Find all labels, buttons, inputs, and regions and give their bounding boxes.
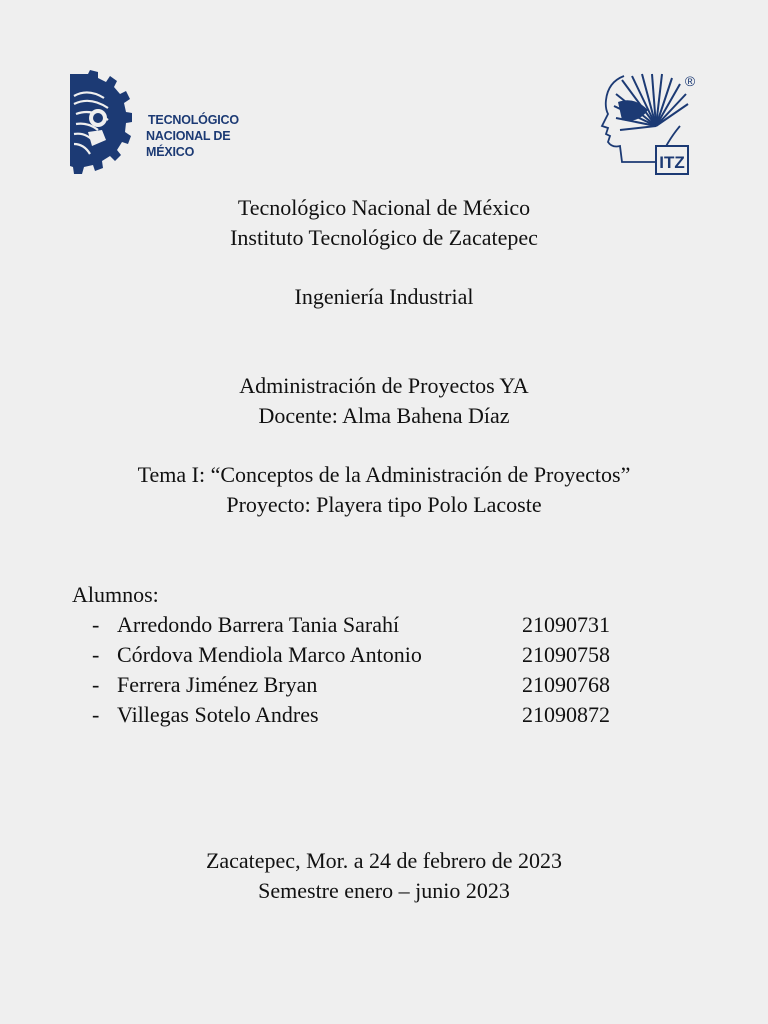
- student-id: 21090872: [522, 702, 610, 727]
- itz-logo-letters: ITZ: [659, 153, 685, 172]
- student-name: Córdova Mendiola Marco Antonio: [117, 642, 422, 667]
- itz-head-icon: [598, 70, 700, 180]
- tecnm-logo-line1: TECNOLÓGICO: [148, 113, 239, 127]
- list-bullet: -: [92, 642, 100, 667]
- list-bullet: -: [92, 612, 100, 637]
- student-name: Arredondo Barrera Tania Sarahí: [117, 612, 400, 637]
- student-id: 21090731: [522, 612, 610, 637]
- tecnm-logo-line2: NACIONAL DE MÉXICO: [146, 129, 231, 159]
- students-section: [72, 580, 610, 730]
- registered-mark: ®: [684, 73, 696, 89]
- semester: Semestre enero – junio 2023: [258, 878, 510, 903]
- list-bullet: -: [92, 672, 100, 697]
- place-date: Zacatepec, Mor. a 24 de febrero de 2023: [205, 848, 563, 873]
- itz-logo: [598, 70, 700, 180]
- student-row: [72, 640, 610, 670]
- student-id: 21090768: [522, 672, 610, 697]
- career-name: Ingeniería Industrial: [294, 284, 474, 309]
- student-row: [72, 610, 610, 640]
- student-name: Ferrera Jiménez Bryan: [117, 672, 318, 697]
- institution-name: Tecnológico Nacional de México: [237, 195, 531, 220]
- footer-block: [0, 846, 768, 906]
- tecnm-gear-eagle-icon: [68, 70, 132, 182]
- course-block: [0, 371, 768, 431]
- student-row: [72, 670, 610, 700]
- topic-theme: Tema I: “Conceptos de la Administración de Proyectos”: [137, 462, 631, 487]
- campus-name: Instituto Tecnológico de Zacatepec: [230, 225, 538, 250]
- student-id: 21090758: [522, 642, 610, 667]
- list-bullet: -: [92, 702, 100, 727]
- subject-name: Administración de Proyectos YA: [239, 373, 529, 398]
- tecnm-logo-text: [148, 112, 258, 160]
- header-block: [0, 193, 768, 253]
- student-row: [72, 700, 610, 730]
- student-name: Villegas Sotelo Andres: [117, 702, 319, 727]
- project-name: Proyecto: Playera tipo Polo Lacoste: [226, 492, 542, 517]
- career-block: [0, 282, 768, 312]
- tecnm-logo: [68, 70, 258, 182]
- students-heading: Alumnos:: [72, 582, 159, 607]
- teacher-name: Docente: Alma Bahena Díaz: [258, 403, 510, 428]
- topic-block: [0, 460, 768, 520]
